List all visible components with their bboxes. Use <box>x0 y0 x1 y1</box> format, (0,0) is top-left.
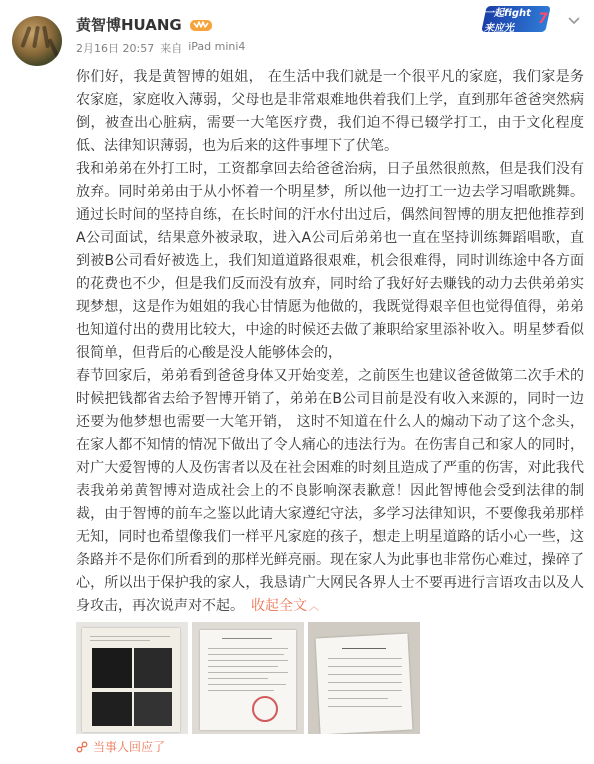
post-paragraph: 我和弟弟在外打工时，工资都拿回去给爸爸治病，日子虽然很煎熬，但是我们没有放弃。同时弟弟由于从小怀着一个明星梦，所以他一边打工一边去学习唱歌跳舞。通过长时间的坚持自练，在长时间的汗水付出过后，偶然间智博的朋友把他推荐到A公司面试，结果意外被录取，进入A公司后弟弟也一直在坚持训练舞蹈唱歌，直到被B公司看好被选上，我们知道道路很艰难，机会很难得，同时训练途中各方面的花费也不少，但是我们反而没有放弃，同时给了我好好去赚钱的动力去供弟弟实现梦想，这是作为姐姐的我心甘情愿为他做的，我既觉得艰辛但也觉得值得，弟弟也知道付出的费用比较大，中途的时候还去做了兼职给家里添补收入。明星梦看似很简单，但背后的心酸是没人能够体会的， <box>76 161 584 361</box>
post-source: iPad mini4 <box>188 40 246 53</box>
event-badge-text: 一起fight来应光 <box>484 8 531 34</box>
party-reply-link[interactable] <box>76 738 165 755</box>
post-meta <box>76 40 245 56</box>
post-paragraph: 你们好，我是黄智博的姐姐， 在生活中我们就是一个很平凡的家庭，我们家是务农家庭，家庭收入薄弱，父母也是非常艰难地供着我们上学，直到那年爸爸突然病倒，被查出心脏病，需要一大笔医疗费，我们迫不得已辍学打工，由于文化程度低、法律知识薄弱，也为后来的这件事埋下了伏笔。 <box>76 69 584 154</box>
post-date[interactable]: 2月16日 20:57 <box>76 42 155 55</box>
chevron-up-icon[interactable]: ︿ <box>309 602 319 613</box>
user-avatar[interactable] <box>12 16 62 66</box>
party-reply-label: 当事人回应了 <box>93 740 166 754</box>
event-badge-number: 7 <box>538 11 548 27</box>
link-icon <box>76 741 88 753</box>
collapse-text-link[interactable]: 收起全文 <box>251 598 307 614</box>
document-photo-2[interactable] <box>192 622 304 734</box>
document-photo-1[interactable] <box>76 622 188 734</box>
image-gallery <box>76 622 420 734</box>
post-content <box>76 66 584 619</box>
event-badge[interactable] <box>481 6 551 32</box>
post-paragraph <box>76 365 584 619</box>
user-name[interactable]: 黄智博HUANG <box>76 16 182 34</box>
document-photo-3[interactable] <box>308 622 420 734</box>
chevron-down-icon[interactable] <box>566 12 582 28</box>
vip-crown-icon[interactable] <box>188 17 214 33</box>
user-name-row <box>76 14 214 35</box>
post-paragraph-text: 春节回家后，弟弟看到爸爸身体又开始变差，之前医生也建议爸爸做第二次手术的时候把钱都省去给予智博开销了，弟弟在B公司目前是没有收入来源的，同时一边还要为他梦想也需要一大笔开销， 这时不知道在什么人的煽动下动了这个念头，在家人都不知情的情况下做出了令人痛心的违法行为。在伤害自己和家人的同时，对广大爱智博的人及伤害者以及在社会困难的时刻且造成了严重的伤害，对此我代表我弟弟黄智博对造成社会上的不良影响深表歉意！因此智博他会受到法律的制裁，由于智博的前车之鉴以此请大家遵纪守法，多学习法律知识，不要像我弟那样无知，同时也希望像我们一样平凡家庭的孩子，想走上明星道路的话小心一些，这条路并不是你们所看到的那样光鲜亮丽。现在家人为此事也非常伤心难过，操碎了心，所以出于保护我的家人，我恳请广大网民各界人士不要再进行言语攻击以及人身攻击，再次说声对不起。 <box>76 368 584 614</box>
source-prefix: 来自 <box>160 42 183 55</box>
